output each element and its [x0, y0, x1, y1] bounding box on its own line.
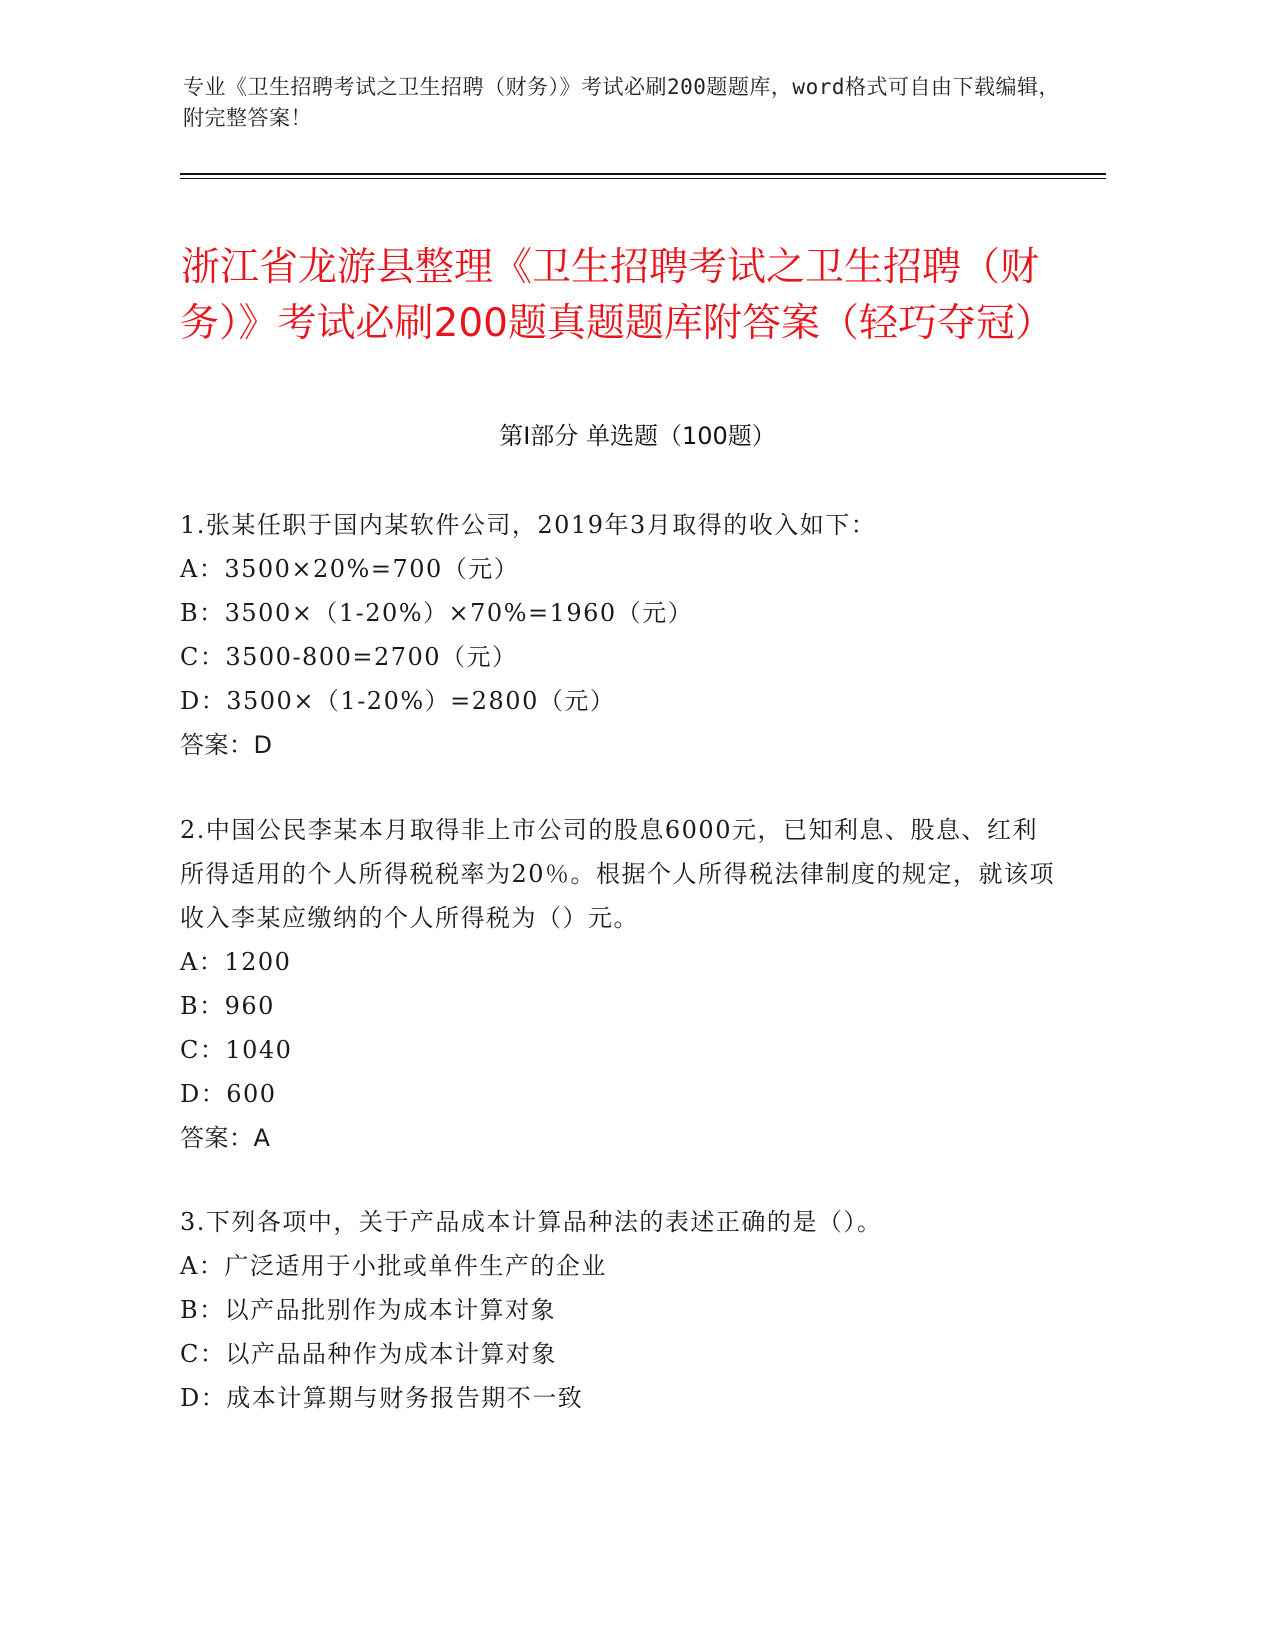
- option-a: A：1200: [180, 948, 292, 976]
- option-d: D：600: [180, 1080, 277, 1108]
- question-2: [180, 808, 1060, 1160]
- section-heading: 第Ⅰ部分 单选题（100题）: [499, 422, 776, 450]
- question-3: [180, 1200, 1060, 1420]
- header-divider-thin: [180, 178, 1106, 179]
- header-note: 专业《卫生招聘考试之卫生招聘（财务）》考试必刷200题题库，word格式可自由下载编辑，附完整答案！: [183, 75, 1060, 130]
- question-stem: 1.张某任职于国内某软件公司，2019年3月取得的收入如下：: [180, 511, 877, 539]
- option-c: C：1040: [180, 1036, 293, 1064]
- answer: 答案：D: [180, 731, 273, 759]
- option-a: A：3500×20%=700（元）: [180, 555, 520, 583]
- option-a: A：广泛适用于小批或单件生产的企业: [180, 1252, 607, 1280]
- option-b: B：960: [180, 992, 275, 1020]
- question-1: [180, 503, 1060, 767]
- answer: 答案：A: [180, 1124, 271, 1152]
- option-b: B：3500×（1-20%）×70%=1960（元）: [180, 599, 694, 627]
- header-divider-thick: [180, 173, 1106, 175]
- option-c: C：3500-800=2700（元）: [180, 643, 518, 671]
- document-title: 浙江省龙游县整理《卫生招聘考试之卫生招聘（财务）》考试必刷200题真题题库附答案（轻巧夺冠）: [180, 245, 1054, 347]
- option-d: D：成本计算期与财务报告期不一致: [180, 1384, 584, 1412]
- option-d: D：3500×（1-20%）=2800（元）: [180, 687, 616, 715]
- question-stem: 3.下列各项中，关于产品成本计算品种法的表述正确的是（）。: [180, 1208, 883, 1236]
- option-b: B：以产品批别作为成本计算对象: [180, 1296, 557, 1324]
- question-stem: 2.中国公民李某本月取得非上市公司的股息6000元，已知利息、股息、红利所得适用的个人所得税税率为20％。根据个人所得税法律制度的规定，就该项收入李某应缴纳的个人所得税为（）元。: [180, 816, 1056, 932]
- option-c: C：以产品品种作为成本计算对象: [180, 1340, 557, 1368]
